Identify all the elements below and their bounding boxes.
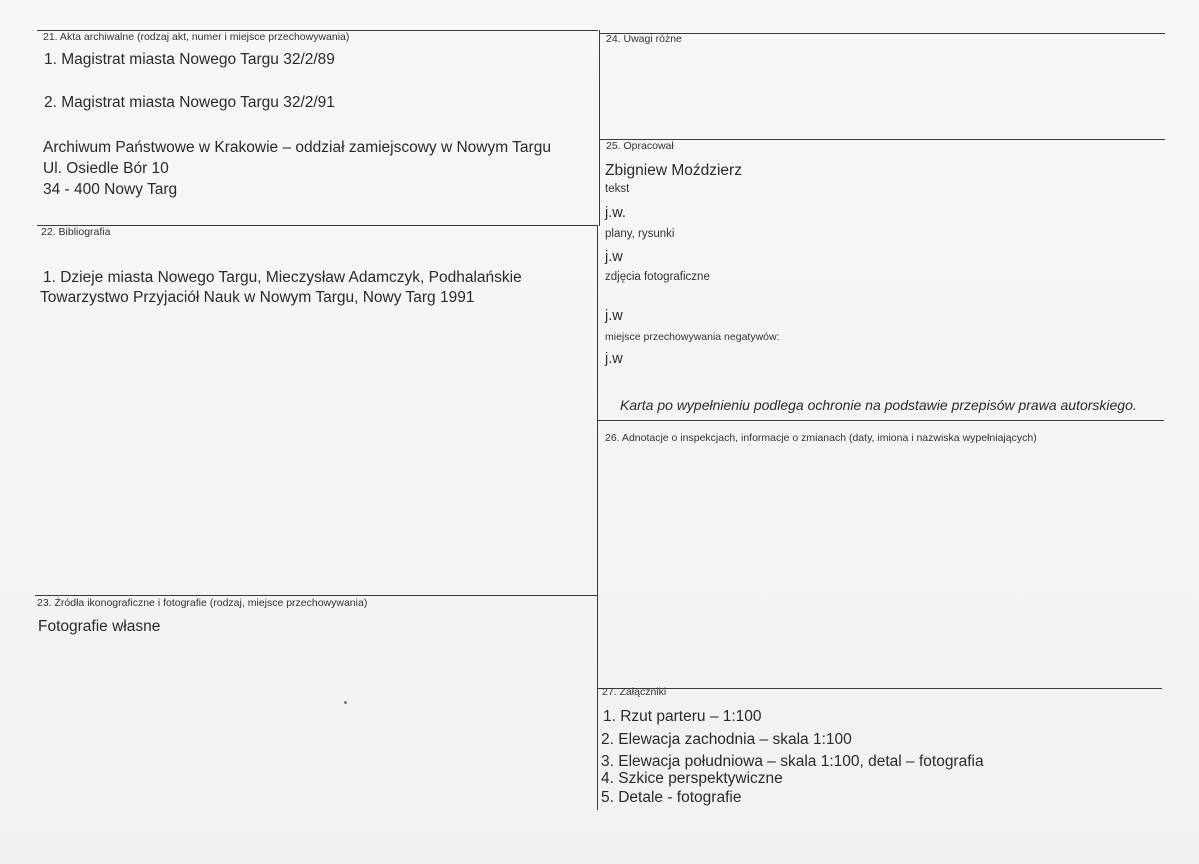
tekst-label: tekst (605, 183, 630, 195)
top-rule-right (600, 33, 1165, 34)
center-divider-lower (597, 226, 598, 810)
section-22-label: 22. Bibliografia (41, 226, 111, 238)
attachment-item: 5. Detale - fotografie (601, 789, 742, 806)
section-23-label: 23. Źródła ikonograficzne i fotografie (rodzaj, miejsce przechowywania) (37, 597, 368, 609)
section-26-label: 26. Adnotacje o inspekcjach, informacje o zmianach (daty, imiona i nazwiska wypełniających) (605, 432, 1037, 444)
section-21-label: 21. Akta archiwalne (rodzaj akt, numer i miejsce przechowywania) (43, 31, 350, 43)
rule-23 (35, 595, 598, 596)
rule-27 (597, 688, 1162, 689)
zdjecia-label: zdjęcia fotograficzne (605, 271, 710, 283)
archive-item-2: 2. Magistrat miasta Nowego Targu 32/2/91 (44, 94, 335, 111)
negatywy-label: miejsce przechowywania negatywów: (605, 331, 780, 343)
archive-item-1: 1. Magistrat miasta Nowego Targu 32/2/89 (44, 51, 335, 68)
attachment-item: 1. Rzut parteru – 1:100 (603, 708, 762, 725)
rule-26 (598, 420, 1164, 421)
section-25-label: 25. Opracował (606, 140, 674, 152)
attachment-item: 2. Elewacja zachodnia – skala 1:100 (601, 731, 852, 748)
rule-25 (600, 139, 1165, 140)
paper-speck (344, 701, 347, 704)
attachment-item: 4. Szkice perspektywiczne (601, 770, 783, 787)
archive-address-line-1: Archiwum Państwowe w Krakowie – oddział zamiejscowy w Nowym Targu (43, 139, 551, 156)
bibliography-line-2: Towarzystwo Przyjaciół Nauk w Nowym Targu, Nowy Targ 1991 (40, 289, 475, 306)
author-name: Zbigniew Moździerz (605, 162, 742, 179)
section-27-label: 27. Załączniki (602, 686, 667, 698)
copyright-note: Karta po wypełnieniu podlega ochronie na podstawie przepisów prawa autorskiego. (620, 397, 1137, 413)
plany-value: j.w (605, 249, 623, 265)
plany-label: plany, rysunki (605, 228, 675, 240)
bibliography-line-1: 1. Dzieje miasta Nowego Targu, Mieczysław Adamczyk, Podhalańskie (43, 269, 522, 286)
tekst-value: j.w. (605, 205, 626, 221)
negatywy-value: j.w (605, 351, 623, 367)
archive-address-line-3: 34 - 400 Nowy Targ (43, 181, 178, 198)
zdjecia-value: j.w (605, 308, 623, 324)
section-24-label: 24. Uwagi różne (606, 33, 682, 45)
archive-address-line-2: Ul. Osiedle Bór 10 (43, 160, 169, 177)
rule-22 (37, 225, 598, 226)
iconography-value: Fotografie własne (38, 618, 161, 635)
attachment-item: 3. Elewacja południowa – skala 1:100, detal – fotografia (601, 753, 984, 770)
center-divider-upper (599, 30, 600, 226)
